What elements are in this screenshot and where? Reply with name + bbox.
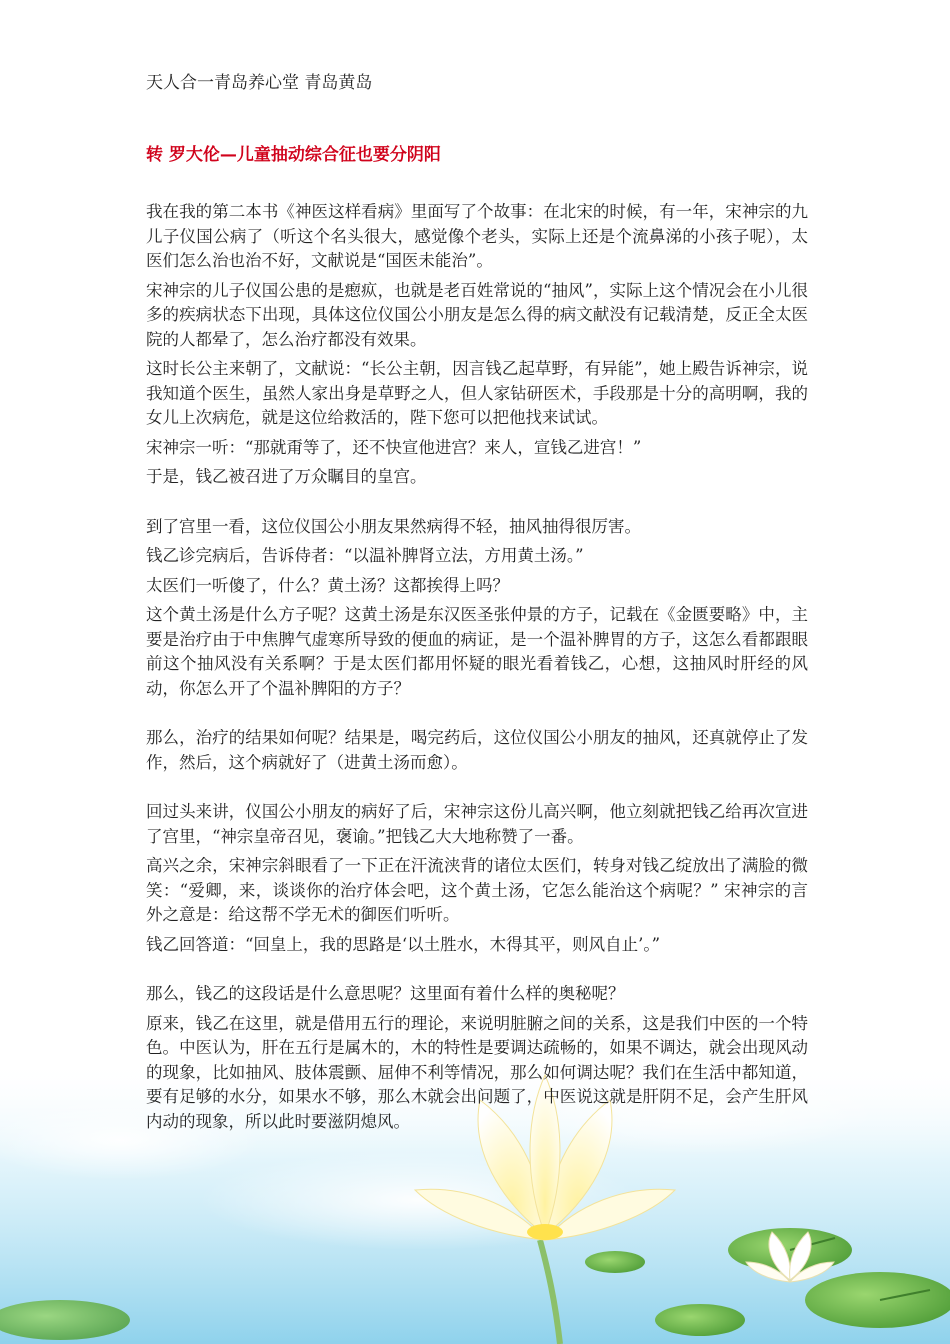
paragraph: 钱乙诊完病后，告诉侍者：“以温补脾肾立法，方用黄土汤。” [146,546,584,565]
paragraph: 那么，治疗的结果如何呢？结果是，喝完药后，这位仪国公小朋友的抽风，还真就停止了发作，然后，这个病就好了（进黄土汤而愈）。 [146,728,808,772]
paragraph-gap [146,495,808,515]
paragraph: 太医们一听傻了，什么？黄土汤？这都挨得上吗？ [146,575,509,595]
paragraph-gap [146,780,808,800]
paragraph: 回过头来讲，仪国公小朋友的病好了后，宋神宗这份儿高兴啊，他立刻就把钱乙给再次宣进了宫里，“神宗皇帝召见，褒谕。”把钱乙大大地称赞了一番。 [146,802,808,846]
paragraph: 宋神宗一听：“那就甭等了，还不快宣他进宫？来人，宣钱乙进宫！” [146,437,642,457]
paragraph: 这时长公主来朝了，文献说：“长公主朝，因言钱乙起草野，有异能”，她上殿告诉神宗，说我知道个医生，虽然人家出身是草野之人，但人家钻研医术，手段那是十分的高明啊，我的女儿上次病危，就是这位给救活的，陛下您可以把他找来试试。 [146,359,808,427]
paragraph: 这个黄土汤是什么方子呢？这黄土汤是东汉医圣张仲景的方子，记载在《金匮要略》中，主要是治疗由于中焦脾气虚寒所导致的便血的病证，是一个温补脾胃的方子，这怎么看都跟眼前这个抽风没有关系啊？于是太医们都用怀疑的眼光看着钱乙，心想，这抽风时肝经的风动，你怎么开了个温补脾阳的方子？ [146,605,808,698]
paragraph: 于是，钱乙被召进了万众瞩目的皇宫。 [146,467,427,486]
paragraph: 我在我的第二本书《神医这样看病》里面写了个故事：在北宋的时候，有一年，宋神宗的九儿子仪国公病了（听这个名头很大，感觉像个老头，实际上还是个流鼻涕的小孩子呢），太医们怎么治也治不好，文献说是“国医未能治”。 [146,202,808,270]
article-body [146,200,808,1139]
article-title: 转 罗大伦—儿童抽动综合征也要分阴阳 [146,145,441,165]
paragraph: 到了宫里一看，这位仪国公小朋友果然病得不轻，抽风抽得很厉害。 [146,516,641,536]
paragraph-gap [146,962,808,982]
paragraph: 原来，钱乙在这里，就是借用五行的理论，来说明脏腑之间的关系，这是我们中医的一个特色。中医认为，肝在五行是属木的，木的特性是要调达疏畅的，如果不调达，就会出现风动的现象，比如抽风、肢体震颤、屈伸不利等情况，那么如何调达呢？我们在生活中都知道，要有足够的水分，如果水不够，那么木就会出问题了，中医说这就是肝阴不足，会产生肝风内动的现象，所以此时要滋阴熄风。 [146,1013,808,1131]
paragraph: 宋神宗的儿子仪国公患的是瘛疭，也就是老百姓常说的“抽风”，实际上这个情况会在小儿很多的疾病状态下出现，具体这位仪国公小朋友是怎么得的病文献没有记载清楚，反正全太医院的人都晕了，怎么治疗都没有效果。 [146,280,808,349]
paragraph-gap [146,706,808,726]
paragraph: 钱乙回答道：“回皇上，我的思路是‘以土胜水，木得其平，则风自止’。” [146,934,661,954]
document-header: 天人合一青岛养心堂 青岛黄岛 [146,73,373,93]
paragraph: 高兴之余，宋神宗斜眼看了一下正在汗流浃背的诸位太医们，转身对钱乙绽放出了满脸的微笑：“爱卿，来，谈谈你的治疗体会吧，这个黄土汤，它怎么能治这个病呢？” 宋神宗的言外之意是：给这帮不学无术的御医们听听。 [146,856,808,924]
paragraph: 那么，钱乙的这段话是什么意思呢？这里面有着什么样的奥秘呢？ [146,984,625,1003]
